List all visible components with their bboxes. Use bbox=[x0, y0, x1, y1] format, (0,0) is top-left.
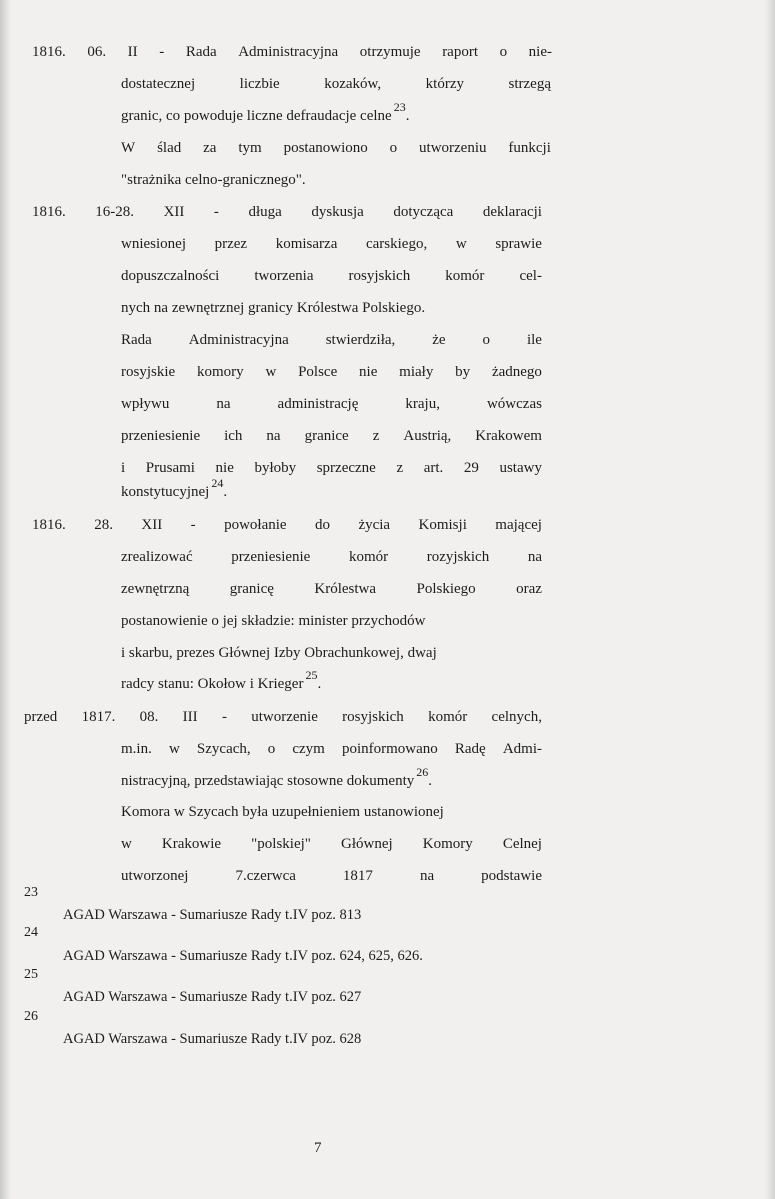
word: długa bbox=[248, 204, 282, 220]
footnote-text-23: AGAD Warszawa - Sumariusze Rady t.IV poz. 813 bbox=[63, 907, 362, 923]
word: przed bbox=[24, 709, 58, 725]
entry-1-line-4 bbox=[121, 138, 551, 158]
entry-3-line-5: i skarbu, prezes Głównej Izby Obrachunkowej, dwaj bbox=[121, 645, 437, 661]
entry-1-line-5: "strażnika celno-granicznego". bbox=[121, 172, 306, 188]
page-right-edge bbox=[764, 0, 775, 1199]
word: Głównej bbox=[340, 836, 393, 852]
word: do bbox=[315, 517, 330, 533]
entry-3-line-2 bbox=[121, 547, 542, 567]
word: ich bbox=[224, 428, 243, 444]
word: na bbox=[266, 428, 281, 444]
word: 08. bbox=[139, 709, 159, 725]
word: postanowiono bbox=[283, 140, 368, 156]
word: deklaracji bbox=[482, 204, 542, 220]
word: m.in. bbox=[121, 741, 152, 757]
word: i bbox=[121, 460, 126, 476]
word: otrzymuje bbox=[359, 44, 421, 60]
word: na bbox=[527, 549, 542, 565]
footnote-text-26: AGAD Warszawa - Sumariusze Rady t.IV poz. 628 bbox=[63, 1031, 362, 1047]
word: dostatecznej bbox=[121, 76, 196, 92]
word: granicę bbox=[229, 581, 274, 597]
entry-1-line-1 bbox=[32, 42, 552, 62]
word: XII bbox=[141, 517, 163, 533]
word: - bbox=[190, 517, 196, 533]
word: przeniesienie bbox=[121, 428, 201, 444]
word: utworzeniu bbox=[419, 140, 487, 156]
entry-2-line-9 bbox=[121, 458, 542, 478]
footnote-text-25: AGAD Warszawa - Sumariusze Rady t.IV poz. 627 bbox=[63, 989, 362, 1005]
word: ustawy bbox=[499, 460, 542, 476]
word: tworzenia bbox=[254, 268, 314, 284]
word: rozyjskich bbox=[426, 549, 490, 565]
word: którzy bbox=[425, 76, 464, 92]
word: "polskiej" bbox=[251, 836, 311, 852]
word: cel- bbox=[519, 268, 542, 284]
footnote-ref-25: 25 bbox=[305, 668, 318, 682]
word: liczbie bbox=[239, 76, 280, 92]
word: w bbox=[265, 364, 277, 380]
word: sprzeczne bbox=[316, 460, 376, 476]
word: w bbox=[168, 741, 180, 757]
entry-3-line-3 bbox=[121, 579, 542, 599]
word: byłoby bbox=[254, 460, 297, 476]
word: kraju, bbox=[405, 396, 440, 412]
word: rosyjskich bbox=[342, 709, 404, 725]
word: 1816. bbox=[32, 204, 66, 220]
word: Krakowie bbox=[161, 836, 222, 852]
footnote-ref-23: 23 bbox=[393, 100, 406, 114]
word: XII bbox=[163, 204, 185, 220]
word: - bbox=[213, 204, 219, 220]
word: dopuszczalności bbox=[121, 268, 220, 284]
word: II bbox=[127, 44, 138, 60]
word: oraz bbox=[516, 581, 542, 597]
word: miały bbox=[399, 364, 434, 380]
word: czym bbox=[292, 741, 325, 757]
word: Polskiego bbox=[416, 581, 476, 597]
word: poinformowano bbox=[341, 741, 438, 757]
word: strzegą bbox=[508, 76, 551, 92]
word: Polsce bbox=[298, 364, 338, 380]
word: raport bbox=[442, 44, 479, 60]
entry-4-line-5 bbox=[121, 834, 542, 854]
word: przez bbox=[214, 236, 248, 252]
word: Komory bbox=[422, 836, 473, 852]
word: Królestwa bbox=[314, 581, 377, 597]
word: - bbox=[159, 44, 165, 60]
word: art. bbox=[423, 460, 444, 476]
word: dotycząca bbox=[393, 204, 454, 220]
word: żadnego bbox=[491, 364, 542, 380]
word: zrealizować bbox=[121, 549, 193, 565]
word: 28. bbox=[94, 517, 113, 533]
word: z bbox=[372, 428, 380, 444]
word: nie bbox=[359, 364, 378, 380]
word: życia bbox=[358, 517, 391, 533]
word: nie bbox=[215, 460, 234, 476]
word: kozaków, bbox=[324, 76, 382, 92]
word: na bbox=[419, 868, 435, 884]
word: podstawie bbox=[481, 868, 542, 884]
footnote-number-24: 24 bbox=[24, 925, 38, 940]
word: Administracyjna bbox=[238, 44, 339, 60]
word: Szycach, bbox=[196, 741, 251, 757]
word: rosyjskich bbox=[348, 268, 411, 284]
word: komór bbox=[348, 549, 389, 565]
word: Admi- bbox=[502, 741, 542, 757]
footnote-ref-26: 26 bbox=[416, 765, 429, 779]
word: przeniesienie bbox=[231, 549, 311, 565]
entry-4-line-6 bbox=[121, 866, 542, 886]
word: dyskusja bbox=[311, 204, 364, 220]
word: w bbox=[121, 836, 132, 852]
entry-2-line-6 bbox=[121, 362, 542, 382]
word: Radę bbox=[454, 741, 486, 757]
word: nie- bbox=[528, 44, 552, 60]
word: funkcji bbox=[508, 140, 551, 156]
word: Rada bbox=[185, 44, 217, 60]
entry-2-line-4: nych na zewnętrznej granicy Królestwa Polskiego. bbox=[121, 300, 426, 316]
footnote-number-26: 26 bbox=[24, 1009, 38, 1024]
word: o bbox=[482, 332, 491, 348]
word: granice bbox=[304, 428, 349, 444]
word: 29 bbox=[463, 460, 479, 476]
word: rosyjskie bbox=[121, 364, 176, 380]
word: sprawie bbox=[495, 236, 542, 252]
word: z bbox=[396, 460, 404, 476]
entry-1-line-2 bbox=[121, 74, 551, 94]
footnote-number-23: 23 bbox=[24, 885, 38, 900]
word: 1816. bbox=[32, 517, 66, 533]
entry-2-line-10: konstytucyjnej$^{24}$. bbox=[121, 476, 228, 500]
word: Rada bbox=[121, 332, 152, 348]
entry-2-line-7 bbox=[121, 394, 542, 414]
entry-2-line-5 bbox=[121, 330, 542, 350]
word: 1816. bbox=[32, 44, 66, 60]
word: Krakowem bbox=[475, 428, 542, 444]
word: wpływu bbox=[121, 396, 170, 412]
word: w bbox=[455, 236, 467, 252]
word: za bbox=[203, 140, 217, 156]
entry-4-line-4: Komora w Szycach była uzupełnieniem ustanowionej bbox=[121, 804, 444, 820]
entry-4-line-2 bbox=[121, 739, 542, 759]
word: ślad bbox=[157, 140, 182, 156]
entry-2-line-8 bbox=[121, 426, 542, 446]
word: ile bbox=[526, 332, 542, 348]
word: na bbox=[216, 396, 231, 412]
entry-3-line-4: postanowienie o jej składzie: minister przychodów bbox=[121, 613, 426, 629]
word: o bbox=[499, 44, 508, 60]
word: Celnej bbox=[502, 836, 542, 852]
word: Austrią, bbox=[403, 428, 452, 444]
entry-3-line-1 bbox=[32, 515, 542, 535]
page-left-edge bbox=[0, 0, 11, 1199]
word: wówczas bbox=[486, 396, 542, 412]
word: mającej bbox=[495, 517, 542, 533]
word: 06. bbox=[87, 44, 107, 60]
word: W bbox=[121, 140, 136, 156]
word: carskiego, bbox=[365, 236, 428, 252]
word: utworzenie bbox=[251, 709, 318, 725]
entry-2-line-1 bbox=[32, 202, 542, 222]
entry-3-line-6: radcy stanu: Okołow i Krieger$^{25}$. bbox=[121, 668, 322, 692]
word: celnych, bbox=[491, 709, 542, 725]
word: zewnętrzną bbox=[121, 581, 190, 597]
word: Administracyjna bbox=[188, 332, 289, 348]
word: Prusami bbox=[145, 460, 195, 476]
word: 7.czerwca bbox=[235, 868, 296, 884]
word: III bbox=[182, 709, 198, 725]
word: komór bbox=[445, 268, 485, 284]
word: komisarza bbox=[275, 236, 338, 252]
word: o bbox=[389, 140, 398, 156]
word: 1817 bbox=[342, 868, 373, 884]
word: stwierdziła, bbox=[325, 332, 396, 348]
word: - bbox=[221, 709, 227, 725]
entry-2-line-3 bbox=[121, 266, 542, 286]
entry-4-line-3: nistracyjną, przedstawiając stosowne dokumenty$^{26}$. bbox=[121, 765, 432, 789]
entry-2-line-2 bbox=[121, 234, 542, 254]
word: komór bbox=[428, 709, 468, 725]
word: wniesionej bbox=[121, 236, 186, 252]
word: 16-28. bbox=[95, 204, 135, 220]
entry-1-line-3: granic, co powoduje liczne defraudacje celne$^{23}$. bbox=[121, 100, 410, 124]
footnote-text-24: AGAD Warszawa - Sumariusze Rady t.IV poz. 624, 625, 626. bbox=[63, 948, 423, 964]
word: by bbox=[455, 364, 471, 380]
word: administrację bbox=[277, 396, 359, 412]
word: 1817. bbox=[81, 709, 116, 725]
word: że bbox=[432, 332, 446, 348]
entry-4-line-1 bbox=[24, 707, 542, 727]
word: o bbox=[267, 741, 276, 757]
footnote-ref-24: 24 bbox=[211, 476, 224, 490]
footnote-number-25: 25 bbox=[24, 967, 38, 982]
page-number: 7 bbox=[314, 1140, 322, 1156]
word: Komisji bbox=[418, 517, 467, 533]
word: komory bbox=[196, 364, 244, 380]
word: tym bbox=[238, 140, 262, 156]
word: powołanie bbox=[224, 517, 287, 533]
word: utworzonej bbox=[121, 868, 189, 884]
